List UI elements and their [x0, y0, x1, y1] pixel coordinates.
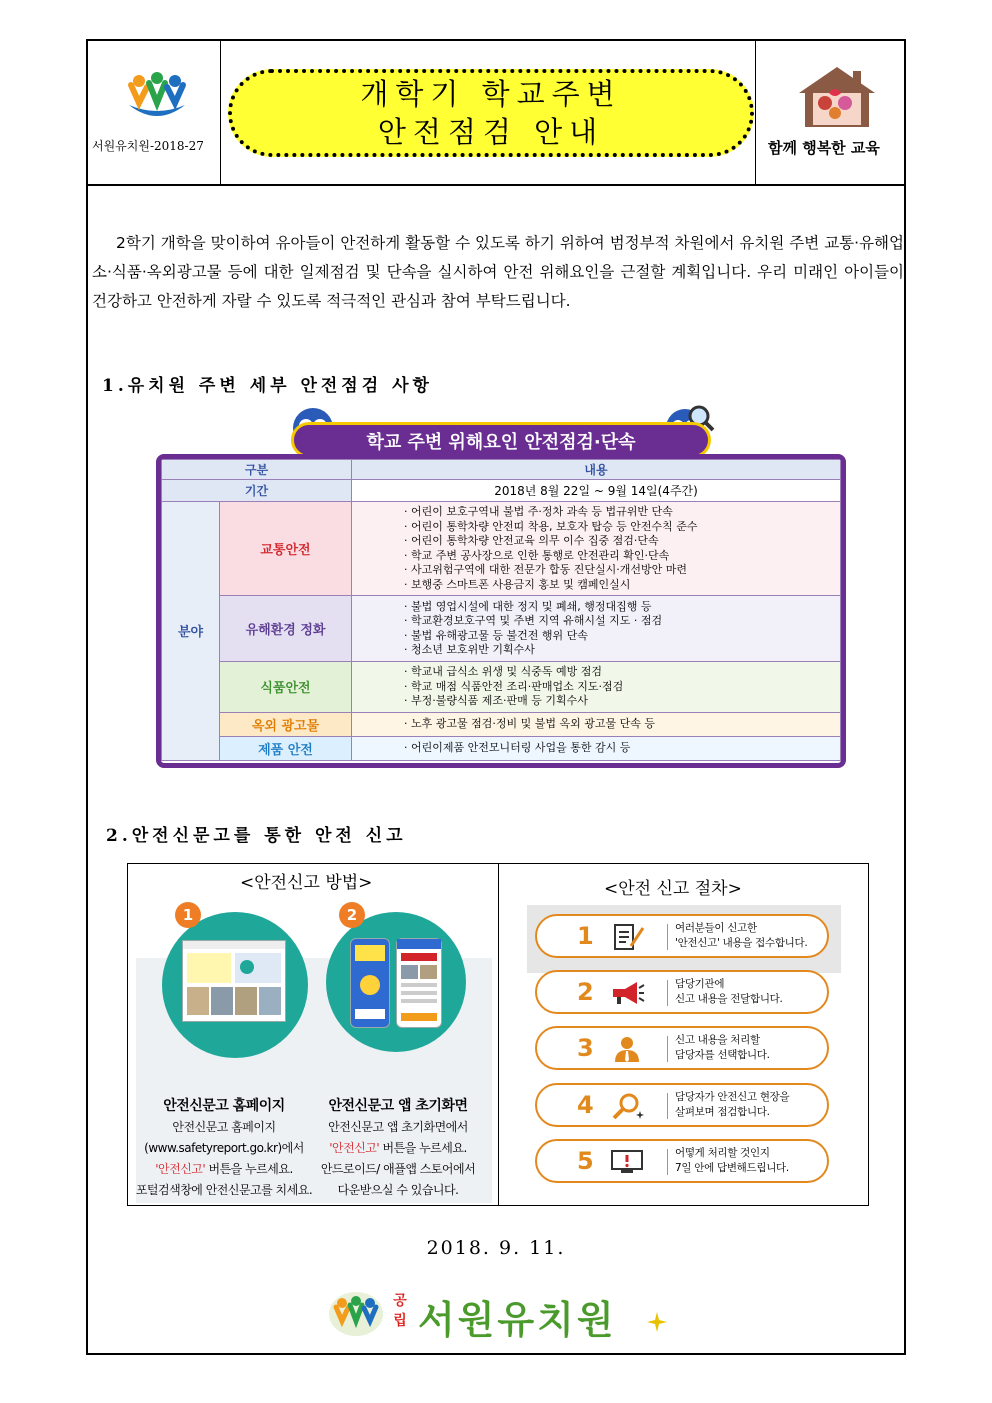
step-number: 1: [577, 922, 594, 950]
public-label: [390, 1291, 410, 1331]
procedure-step-5: [535, 1139, 829, 1183]
step-separator: [667, 980, 668, 1006]
magnifier-icon: [609, 1093, 645, 1119]
intro-text: 2학기 개학을 맞이하여 유아들이 안전하게 활동할 수 있도록 하기 위하여 범정부적 차원에서 유치원 주변 교통·유해업소·식품·옥외광고물 등에 대한 일제점검 및 단속을 실시하여 안전 위해요인을 근절할 계획입니다. 우리 미래인 아이들이 건강하고 안전하게 자랄 수 있도록 적극적인 관심과 참여 부탁드립니다.: [92, 234, 904, 310]
step-separator: [667, 924, 668, 950]
list-item: · 어린이 통학차량 안전교육 의무 이수 집중 점검·단속: [404, 534, 659, 547]
method-2-line-4: 다운받으실 수 있습니다.: [337, 1183, 459, 1197]
category-items: [352, 712, 841, 736]
step-line-2: 담당자를 선택합니다.: [675, 1049, 770, 1061]
step-separator: [667, 1036, 668, 1062]
table-row: [162, 712, 841, 736]
method-1-title: 안전신문고 홈페이지: [163, 1098, 285, 1114]
app-illustration: [326, 912, 466, 1052]
procedure-step-4: [535, 1083, 829, 1127]
list-item: · 학교 주변 공사장으로 인한 통행로 안전관리 확인·단속: [404, 548, 670, 562]
step-number: 3: [577, 1034, 594, 1062]
inspection-banner: 학교 주변 위해요인 안전점검·단속: [291, 422, 711, 458]
app-splash-icon: [351, 939, 389, 1027]
method-1-caption: [134, 1096, 314, 1201]
app-main-screen-icon: [397, 939, 441, 1027]
list-item: · 학교내 급식소 위생 및 식중독 예방 점검: [404, 665, 602, 678]
list-item: · 부정·불량식품 제조·판매 등 기획수사: [404, 694, 588, 707]
document-frame: [86, 39, 906, 1355]
public-label-1: 공: [393, 1293, 407, 1309]
section-1-title: 1.유치원 주변 세부 안전점검 사항: [102, 376, 433, 396]
header-left-cell: [88, 41, 221, 184]
method-2-line-1: 안전신문고 앱 초기화면에서: [328, 1120, 468, 1134]
footer-logo: [328, 1289, 668, 1341]
flower-icon: [646, 1311, 668, 1333]
person-icon: [609, 1036, 645, 1062]
category-traffic: 교통안전: [220, 502, 352, 596]
step-line-2: 7일 안에 답변해드립니다.: [675, 1162, 789, 1174]
method-1-line-1: 안전신문고 홈페이지: [172, 1120, 276, 1134]
homepage-screen: [182, 940, 286, 1022]
inspection-infographic: [156, 414, 846, 772]
title-line-1: 개학기 학교주변: [360, 77, 622, 111]
list-item: · 불법 유해광고물 등 불건전 행위 단속: [404, 628, 588, 642]
step-line-2: 신고 내용을 전달합니다.: [675, 993, 783, 1005]
step-line-1: 여러분들이 신고한: [675, 922, 757, 934]
list-item: · 노후 광고물 점검·정비 및 불법 옥외 광고물 단속 등: [404, 716, 655, 730]
step-text: [675, 1146, 835, 1176]
header: [88, 41, 904, 186]
motto: 함께 행복한 교육: [768, 139, 880, 157]
step-line-1: 신고 내용을 처리할: [675, 1034, 760, 1046]
procedure-step-1: [535, 914, 829, 958]
homepage-screenshot-icon: [183, 941, 285, 1021]
inspection-table: [161, 459, 841, 761]
list-item: · 보행중 스마트폰 사용금지 홍보 및 캠페인실시: [404, 577, 631, 591]
header-right-cell: [755, 41, 904, 184]
kindergarten-name: 서원유치원: [418, 1297, 617, 1342]
method-1-badge: 1: [175, 902, 201, 928]
step-text: [675, 977, 835, 1007]
period-label: 기간: [162, 480, 352, 502]
table-row: [162, 736, 841, 760]
method-1-line-2: (www.safetyreport.go.kr)에서: [144, 1141, 304, 1155]
megaphone-icon: [609, 980, 645, 1006]
category-items: [352, 502, 841, 596]
monitor-alert-icon: [609, 1149, 645, 1175]
method-1-line-4: 포털검색창에 안전신문고를 치세요.: [135, 1183, 313, 1197]
category-items: [352, 736, 841, 760]
list-item: · 학교환경보호구역 및 주변 지역 유해시설 지도 · 점검: [404, 614, 663, 627]
app-phone-right: [396, 938, 442, 1028]
period-value: 2018년 8월 22일 ~ 9월 14일(4주간): [352, 480, 841, 502]
step-line-1: 어떻게 처리할 것인지: [675, 1147, 770, 1159]
document-number: 서원유치원-2018-27: [92, 139, 204, 153]
public-label-2: 립: [393, 1313, 407, 1329]
section-2-title: 2.안전신문고를 통한 안전 신고: [106, 826, 407, 846]
category-outdoor-ads: 옥외 광고물: [220, 712, 352, 736]
procedure-step-3: [535, 1026, 829, 1070]
kindergarten-logo-icon: [125, 69, 189, 121]
period-row: [162, 480, 841, 502]
list-item: · 사고위험구역에 대한 전문가 합동 진단실시·개선방안 마련: [404, 563, 687, 576]
intro-paragraph: [92, 229, 904, 316]
step-number: 5: [577, 1147, 594, 1175]
category-items: [352, 662, 841, 713]
field-label: 분야: [162, 502, 220, 761]
table-row: [162, 502, 841, 596]
title-line-2: 안전점검 안내: [377, 115, 605, 149]
step-number: 4: [577, 1091, 594, 1119]
method-1-line-3: [134, 1159, 314, 1180]
step-number: 2: [577, 978, 594, 1006]
method-2-caption: [308, 1096, 488, 1201]
step-text: [675, 921, 835, 951]
table-header-row: [162, 460, 841, 480]
title-banner: [228, 69, 754, 157]
category-harmful-env: 유해환경 정화: [220, 596, 352, 662]
kindergarten-logo-icon: [328, 1291, 384, 1337]
list-item: · 어린이 보호구역내 불법 주·정차 과속 등 법규위반 단속: [404, 505, 673, 518]
document-date: 2018. 9. 11.: [426, 1237, 566, 1259]
category-food-safety: 식품안전: [220, 662, 352, 713]
inspection-table-box: [156, 454, 846, 768]
list-item: · 청소년 보호위반 기획수사: [404, 643, 535, 656]
list-item: · 어린이 통학차량 안전띠 착용, 보호자 탑승 등 안전수칙 준수: [404, 519, 698, 533]
category-items: [352, 596, 841, 662]
method-title: <안전신고 방법>: [240, 873, 373, 893]
step-text: [675, 1033, 835, 1063]
list-item: · 어린이제품 안전모니터링 사업을 통한 감시 등: [404, 740, 631, 754]
table-row: [162, 596, 841, 662]
header-content: 내용: [352, 460, 841, 480]
method-2-line-3: 안드로이드/ 애플앱 스토어에서: [320, 1162, 476, 1176]
safety-report-keyword: '안전신고': [329, 1141, 380, 1155]
list-item: · 학교 매점 식품안전 조리·판매업소 지도·점검: [404, 679, 624, 693]
category-product-safety: 제품 안전: [220, 736, 352, 760]
method-2-badge: 2: [339, 902, 365, 928]
app-phone-left: [350, 938, 390, 1028]
table-row: [162, 662, 841, 713]
list-item: · 불법 영업시설에 대한 정지 및 폐쇄, 행정대집행 등: [404, 599, 652, 613]
homepage-illustration: [162, 912, 308, 1058]
method-2-line-2: [308, 1138, 488, 1159]
step-text: [675, 1090, 835, 1120]
safety-report-box: [127, 863, 869, 1206]
safety-report-keyword: '안전신고': [155, 1162, 206, 1176]
report-divider: [498, 864, 499, 1205]
family-house-icon: [793, 63, 881, 131]
step-separator: [667, 1149, 668, 1175]
method-2-title: 안전신문고 앱 초기화면: [328, 1098, 468, 1114]
method-1-line-3-rest: 버튼을 누르세요.: [205, 1162, 293, 1176]
step-line-1: 담당기관에: [675, 978, 725, 990]
procedure-title: <안전 신고 절차>: [604, 879, 742, 899]
procedure-step-2: [535, 970, 829, 1014]
method-2-line-2-rest: 버튼을 누르세요.: [379, 1141, 467, 1155]
step-line-1: 담당자가 안전신고 현장을: [675, 1091, 790, 1103]
step-line-2: 살펴보며 점검합니다.: [675, 1106, 770, 1118]
step-line-2: '안전신고' 내용을 접수합니다.: [675, 937, 808, 949]
header-category: 구분: [162, 460, 352, 480]
step-separator: [667, 1093, 668, 1119]
document-pen-icon: [609, 924, 645, 950]
